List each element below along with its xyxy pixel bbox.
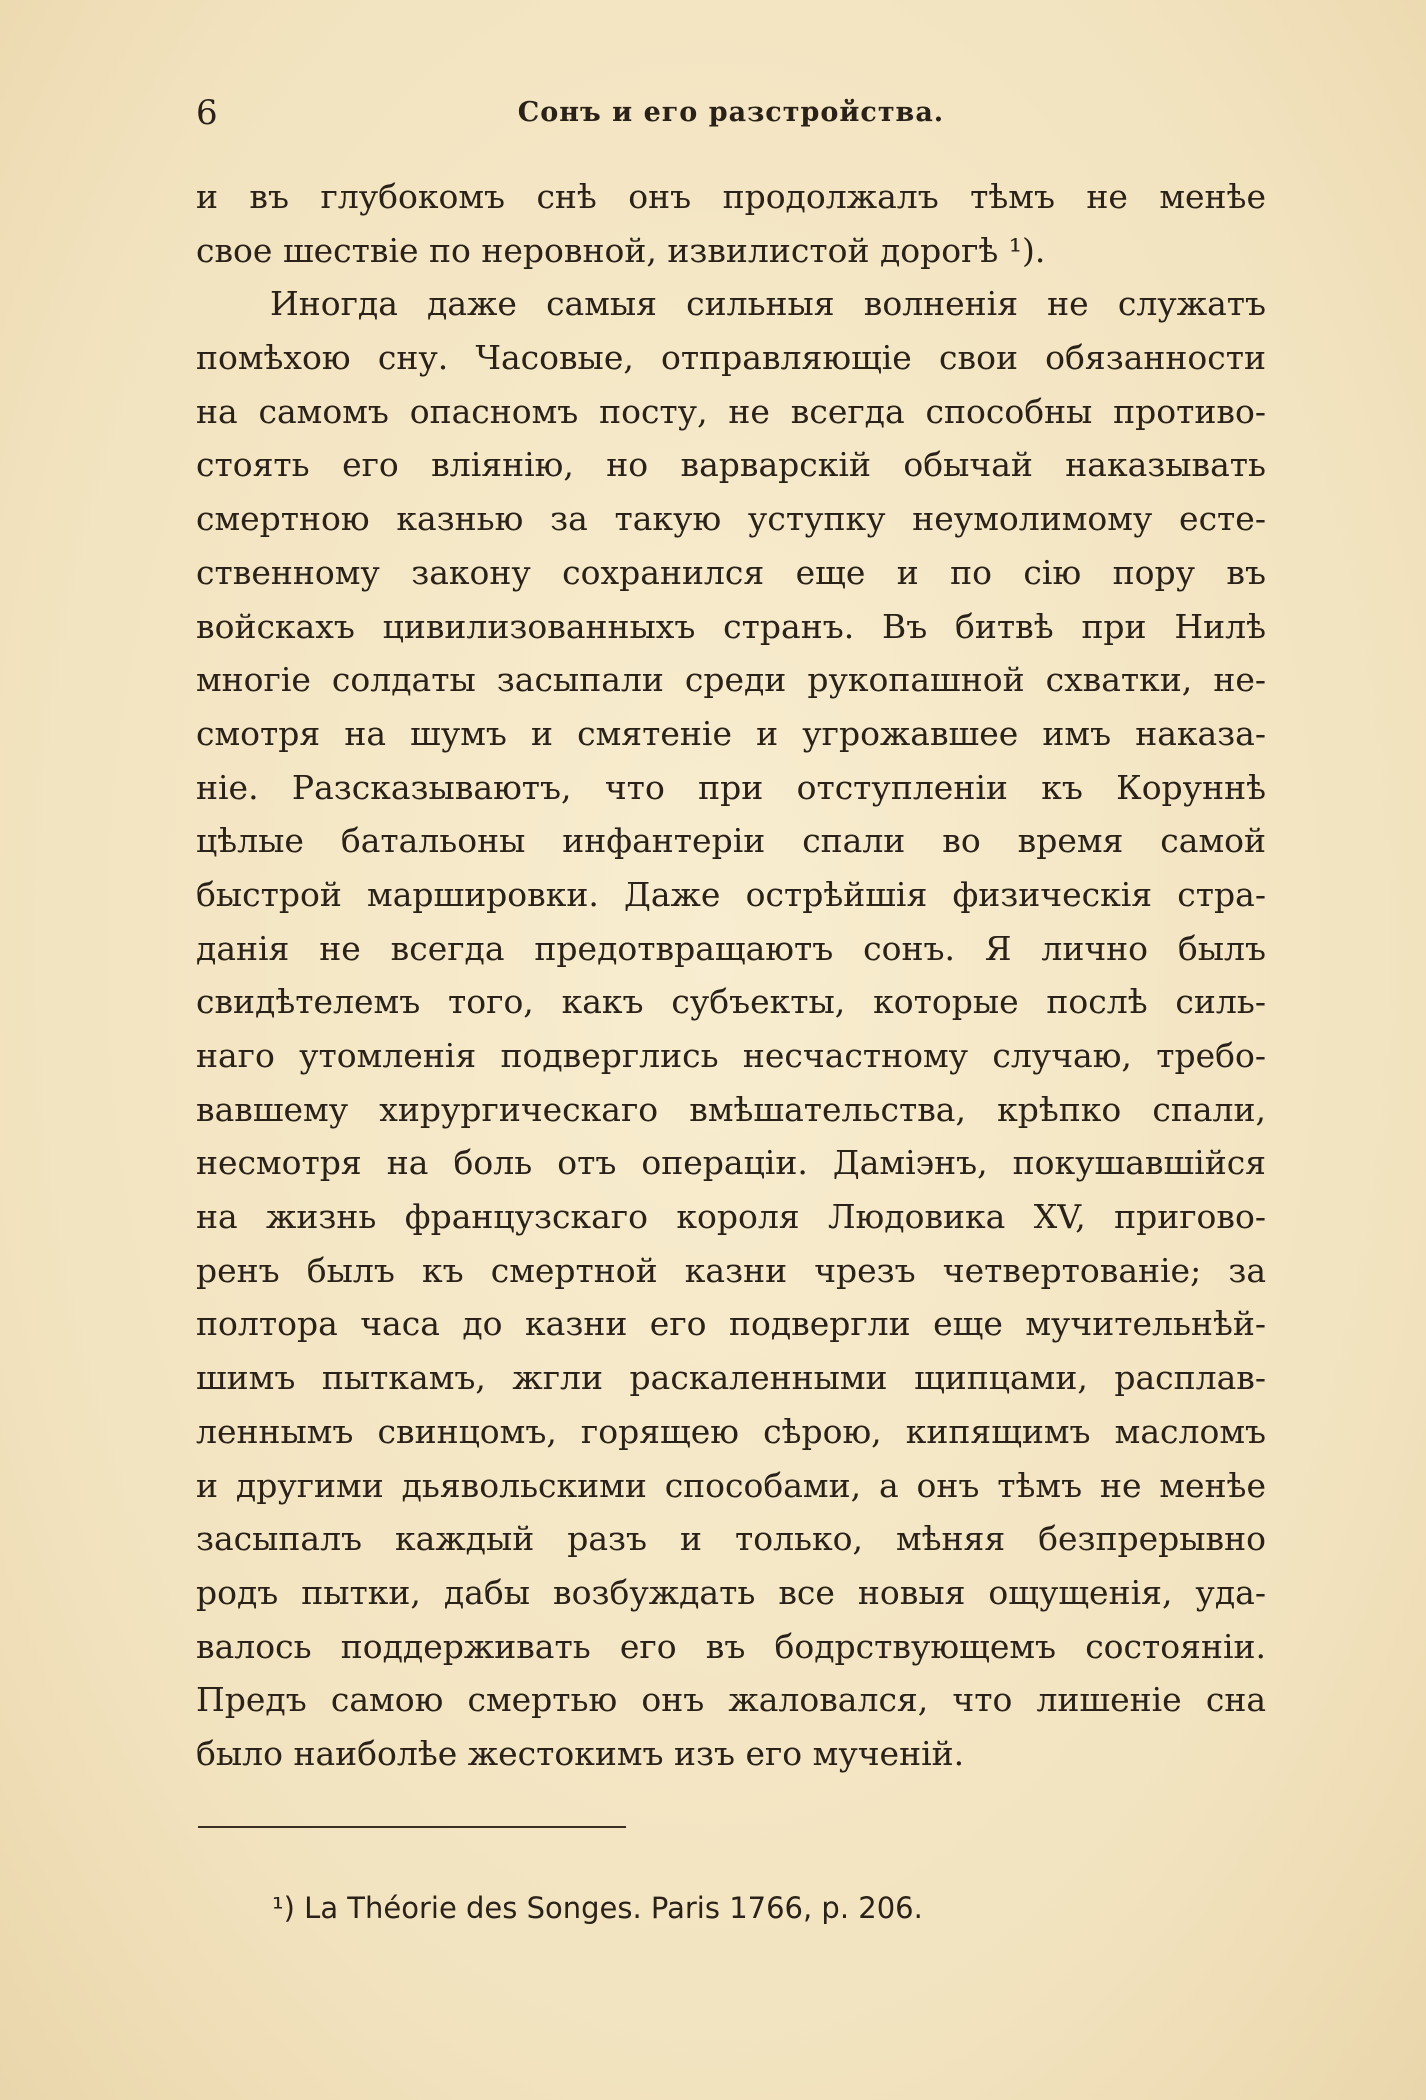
text-line: данія не всегда предотвращаютъ сонъ. Я лично былъ	[196, 928, 1266, 968]
text-line: многіе солдаты засыпали среди рукопашной схватки, не-	[196, 660, 1266, 700]
text-line: помѣхою сну. Часовые, отправляющіе свои обязанности	[196, 338, 1266, 378]
text-line: наго утомленія подверглись несчастному случаю, требо-	[196, 1036, 1266, 1075]
text-line: ніе. Разсказываютъ, что при отступленіи къ Коруннѣ	[196, 767, 1266, 807]
text-line: ственному закону сохранился еще и по сію пору въ	[196, 552, 1266, 592]
text-line: свое шествіе по неровной, извилистой дорогѣ ¹).	[196, 230, 1046, 270]
text-line: засыпалъ каждый разъ и только, мѣняя безпрерывно	[196, 1519, 1266, 1559]
text-line: шимъ пыткамъ, жгли раскаленными щипцами, расплав-	[196, 1358, 1266, 1398]
footnote-divider	[198, 1826, 626, 1828]
text-line: Иногда даже самыя сильныя волненія не служатъ	[270, 284, 1266, 324]
page-header	[196, 88, 1266, 138]
text-line: и въ глубокомъ снѣ онъ продолжалъ тѣмъ не менѣе	[196, 177, 1266, 216]
page-number: 6	[196, 93, 218, 133]
text-line: полтора часа до казни его подвергли еще мучительнѣй-	[196, 1304, 1266, 1344]
body-text	[196, 170, 1266, 1781]
text-line: свидѣтелемъ того, какъ субъекты, которые послѣ силь-	[196, 982, 1266, 1022]
text-line: на самомъ опасномъ посту, не всегда способны противо-	[196, 391, 1266, 431]
text-line: цѣлые батальоны инфантеріи спали во время самой	[196, 821, 1266, 861]
text-line: на жизнь французскаго короля Людовика XV, пригово-	[196, 1197, 1266, 1237]
text-line: леннымъ свинцомъ, горящею сѣрою, кипящимъ масломъ	[196, 1411, 1266, 1451]
text-line: несмотря на боль отъ операціи. Даміэнъ, покушавшійся	[196, 1143, 1266, 1183]
text-line: смотря на шумъ и смятеніе и угрожавшее имъ наказа-	[196, 713, 1266, 753]
footnote: ¹) La Théorie des Songes. Paris 1766, p. 206.	[272, 1891, 923, 1925]
text-line: вавшему хирургическаго вмѣшательства, крѣпко спали,	[196, 1089, 1266, 1129]
text-line: стоять его вліянію, но варварскій обычай наказывать	[196, 445, 1266, 485]
text-line: и другими дьявольскими способами, а онъ тѣмъ не менѣе	[196, 1465, 1266, 1505]
text-line: быстрой маршировки. Даже острѣйшія физическія стра-	[196, 874, 1266, 914]
text-line: ренъ былъ къ смертной казни чрезъ четвертованіе; за	[196, 1250, 1266, 1290]
running-title: Сонъ и его разстройства.	[517, 97, 945, 128]
text-line: Предъ самою смертью онъ жаловался, что лишеніе сна	[196, 1680, 1266, 1720]
text-line: родъ пытки, дабы возбуждать все новыя ощущенія, уда-	[196, 1572, 1266, 1612]
text-line: смертною казнью за такую уступку неумолимому есте-	[196, 499, 1266, 539]
text-line: валось поддерживать его въ бодрствующемъ состояніи.	[196, 1626, 1266, 1666]
text-line: было наиболѣе жестокимъ изъ его мученій.	[196, 1733, 965, 1773]
text-line: войскахъ цивилизованныхъ странъ. Въ битвѣ при Нилѣ	[196, 606, 1266, 646]
